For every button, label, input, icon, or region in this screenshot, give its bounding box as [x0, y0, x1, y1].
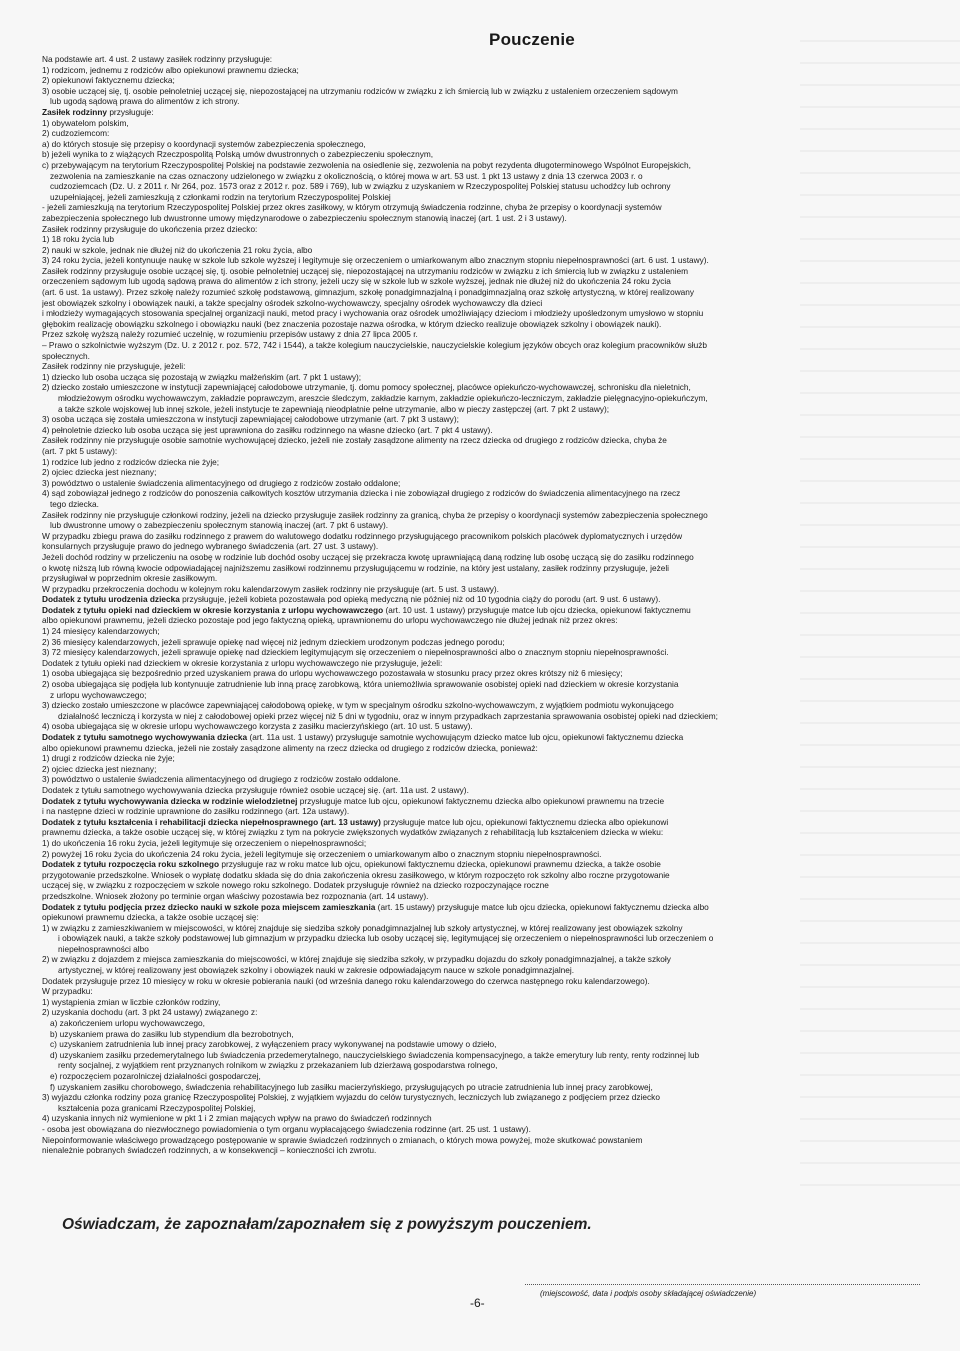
- text-line: a) do których stosuje się przepisy o koordynacji systemów zabezpieczenia społecznego,: [42, 138, 366, 149]
- instruction-body: [42, 30, 922, 1156]
- text-line: W przypadku przekroczenia dochodu w kolejnym roku kalendarzowym zasiłek rodzinny nie przysługuje (art. 5 ust. 3 ustawy).: [42, 583, 499, 594]
- bold-heading: Dodatek z tytułu podjęcia przez dziecko nauki w szkole poza miejscem zamieszkania: [42, 901, 376, 912]
- text-line: Dodatek z tytułu samotnego wychowywania dziecka przysługuje również osobie uczącej się. (art. 11a ust. 2 ustawy).: [42, 784, 469, 795]
- text-line: 1) w związku z zamieszkiwaniem w miejscowości, w której znajduje się siedziba szkoły ponadgimnazjalnej lub szkoły artystycznej, w której realizowany jest obowiązek szkolny: [42, 922, 683, 933]
- text-line: [42, 902, 922, 913]
- text-line: albo opiekunowi prawnemu dziecka, jeżeli nie zostały zasądzone alimenty na rzecz dziecka od drugiego z rodziców dziecka, ponieważ:: [42, 742, 538, 753]
- instruction-text: [42, 54, 922, 1156]
- text-line: c) przebywającym na terytorium Rzeczypospolitej Polskiej na podstawie zezwolenia na osiedlenie się, zezwolenia na pobyt rezydenta długoterminowego Wspólnot Europejskich,: [42, 159, 691, 170]
- page-title: Pouczenie: [489, 30, 575, 49]
- text-line: Zasiłek rodzinny przysługuje osobie uczącej się, tj. osobie pełnoletniej uczącej się, niepozostającej na utrzymaniu rodziców w związku z ich śmiercią lub w związku z ustaleniem: [42, 265, 689, 276]
- text-line: opiekunowi prawnemu dziecka, a także osobie uczącej się:: [42, 912, 259, 923]
- text-line: konsularnych przysługuje prawo do jednego wybranego świadczenia (art. 27 ust. 3 ustawy).: [42, 541, 379, 552]
- text-line: [42, 107, 922, 118]
- line-text: przysługuje matce lub ojcu, opiekunowi faktycznemu dziecka albo opiekunowi: [380, 816, 669, 827]
- text-line: Na podstawie art. 4 ust. 2 ustawy zasiłek rodzinny przysługuje:: [42, 54, 273, 64]
- text-line: b) uzyskaniem prawa do zasiłku lub stypendium dla bezrobotnych,: [50, 1028, 294, 1039]
- text-line: uzupełniającej, jeżeli zamieszkują z członkami rodzin na terytorium Rzeczypospolitej Polskiej: [50, 191, 391, 202]
- text-line: (art. 7 pkt 5 ustawy):: [42, 445, 118, 456]
- text-line: Dodatek przysługuje przez 10 miesięcy w roku w okresie pobierania nauki (od września danego roku kalendarzowego do czerwca następnego roku kalendarzowego).: [42, 975, 650, 986]
- text-line: 4) uzyskania innych niż wymienione w pkt 1 i 2 zmian mających wpływ na prawo do świadczeń rodzinnych: [42, 1113, 432, 1124]
- line-text: przysługuje, jeżeli kobieta pozostawała pod opieką medyczną nie później niż od 10 tygodnia ciąży do porodu (art. 9 ust. 6 ustawy).: [179, 594, 661, 605]
- text-line: Zasiłek rodzinny nie przysługuje, jeżeli:: [42, 361, 186, 372]
- text-line: 1) rodzice lub jedno z rodziców dziecka nie żyje;: [42, 456, 220, 467]
- text-line: 1) do ukończenia 16 roku życia, jeżeli legitymuje się orzeczeniem o niepełnosprawności;: [42, 837, 367, 848]
- text-line: Jeżeli dochód rodziny w przeliczeniu na osobę w rodzinie lub dochód osoby uczącej się przekracza kwotę uprawniającą daną rodzinę lub osobę uczącą się do zasiłku rodzinnego: [42, 551, 694, 562]
- text-line: lub ugodą sądową prawa do alimentów z ich strony.: [50, 96, 240, 107]
- text-line: zabezpieczenia społecznego lub dwustronne umowy międzynarodowe o zabezpieczeniu społecznym stanowią inaczej (art. 1 ust. 2 i 3 ustawy).: [42, 212, 567, 223]
- text-line: działalność leczniczą i korzysta w niej z całodobowej opieki przez więcej niż 5 dni w tygodniu, oraz w innym przypadkach zaprzestania sprawowania osobistej opieki nad dzieckiem;: [58, 710, 718, 721]
- text-line: 3) powództwo o ustalenie świadczenia alimentacyjnego od drugiego z rodziców zostało oddalone;: [42, 477, 401, 488]
- text-line: społecznych.: [42, 350, 90, 361]
- text-line: prawnemu dziecka, a także osobie uczącej się, w której związku z tym na pokrycie zwiększonych wydatków związanych z rehabilitacją lub kształceniem dziecka w wieku:: [42, 827, 664, 838]
- text-line: orzeczeniem sądowym lub ugodą sądową prawa do alimentów z ich strony, jeżeli uczy się w szkole lub w szkole wyższej, jednak nie dłużej niż do ukończenia 24 roku życia: [42, 276, 671, 287]
- line-text: (art. 11a ust. 1 ustawy) przysługuje samotnie wychowującym dziecko matce lub ojcu, opiekunowi faktycznemu dziecka: [247, 732, 684, 742]
- text-line: [42, 859, 922, 870]
- text-line: młodzieżowym ośrodku wychowawczym, zakładzie poprawczym, areszcie śledczym, zakładzie karnym, zakładzie opiekuńczo-leczniczym, zakładzie pielęgnacyjno-opiekuńczym,: [58, 393, 708, 403]
- text-line: 1) 24 miesięcy kalendarzowych;: [42, 626, 160, 637]
- text-line: przysługiwał w poprzednim okresie zasiłkowym.: [42, 573, 218, 584]
- text-line: o kwotę niższą lub równą kwocie odpowiadającej najniższemu zasiłkowi rodzinnemu przysługującemu w rodzinie, na który jest ustalany, zasiłek rodzinny przysługuje, jeżeli: [42, 562, 670, 573]
- signature-line[interactable]: [525, 1284, 920, 1285]
- text-line: 3) osoba ucząca się została umieszczona w instytucji zapewniającej całodobowe utrzymanie (art. 7 pkt 3 ustawy);: [42, 414, 459, 425]
- text-line: 1) 18 roku życia lub: [42, 234, 114, 245]
- text-line: 3) osobie uczącej się, tj. osobie pełnoletniej uczącej się, niepozostającej na utrzymaniu rodziców w związku z ich śmiercią lub w związku z ustaleniem orzeczeniem sądowym: [42, 85, 678, 96]
- page-number: -6-: [470, 1296, 485, 1310]
- text-line: 3) wyjazdu członka rodziny poza granicę Rzeczypospolitej Polskiej, z wyjątkiem wyjazdu do celów turystycznych, leczniczych lub związanego z podjęciem przez dziecko: [42, 1092, 660, 1103]
- text-line: Zasiłek rodzinny nie przysługuje osobie samotnie wychowującej dziecko, jeżeli nie zostały zasądzone alimenty na rzecz dziecka od drugiego z rodziców dziecka, chyba że: [42, 435, 667, 446]
- text-line: jest obowiązek szkolny i obowiązek nauki, a także specjalny ośrodek szkolno-wychowawczy, specjalny ośrodek wychowawczy dla dzieci: [42, 297, 543, 308]
- text-line: i na następne dzieci w rodzinie uprawnione do zasiłku rodzinnego (art. 12a ustawy).: [42, 806, 350, 817]
- text-line: tego dziecka.: [50, 498, 99, 509]
- bold-heading: Dodatek z tytułu opieki nad dzieckiem w okresie korzystania z urlopu wychowawczego: [42, 604, 384, 615]
- text-line: niepełnosprawności albo: [58, 943, 149, 954]
- text-line: 4) osoba ubiegająca się w okresie urlopu wychowawczego korzysta z zasiłku macierzyńskiego (art. 10 ust. 5 ustawy).: [42, 721, 473, 732]
- text-line: 2) powyżej 16 roku życia do ukończenia 24 roku życia, jeżeli legitymuje się orzeczeniem o umiarkowanym albo o znacznym stopniu niepełnosprawności.: [42, 848, 602, 859]
- text-line: Zasiłek rodzinny przysługuje do ukończenia przez dziecko:: [42, 223, 258, 234]
- bold-heading: Dodatek z tytułu samotnego wychowywania dziecka: [42, 732, 248, 742]
- text-line: 3) 72 miesięcy kalendarzowych, jeżeli sprawuje opiekę nad dzieckiem legitymującym się orzeczeniem o niepełnosprawności albo o znacznym stopniu niepełnosprawności.: [42, 647, 669, 658]
- text-line: [42, 817, 922, 828]
- text-line: uczącej się, w związku z rozpoczęciem w szkole nowego roku szkolnego. Dodatek przysługuje również na dziecko rozpoczynające roczne: [42, 880, 549, 891]
- text-line: kształcenia poza granicami Rzeczypospolitej Polskiej,: [58, 1102, 256, 1113]
- line-text: (art. 15 ustawy) przysługuje matce lub ojcu dziecka, opiekunowi faktycznemu dziecka albo: [375, 901, 709, 912]
- text-line: – Prawo o szkolnictwie wyższym (Dz. U. z 2012 r. poz. 572, 742 i 1544), a także kolegium nauczycielskie, nauczycielskie kolegium języków obcych oraz kolegium pracowników służb: [42, 340, 707, 351]
- text-line: 1) obywatelom polskim,: [42, 117, 129, 128]
- text-line: 2) 36 miesięcy kalendarzowych, jeżeli sprawuje opiekę nad więcej niż jednym dzieckiem urodzonym podczas jednego porodu;: [42, 636, 505, 647]
- text-line: Dodatek z tytułu opieki nad dzieckiem w okresie korzystania z urlopu wychowawczego nie przysługuje, jeżeli:: [42, 657, 443, 668]
- text-line: z urlopu wychowawczego;: [50, 689, 147, 700]
- text-line: 4) pełnoletnie dziecko lub osoba ucząca się jest uprawniona do zasiłku rodzinnego na własne dziecko (art. 7 pkt 4 ustawy).: [42, 424, 493, 435]
- text-line: 2) w związku z dojazdem z miejsca zamieszkania do miejscowości, w której znajduje się siedziba szkoły, w przypadku dojazdu do szkoły ponadgimnazjalnej, a także szkoły: [42, 954, 671, 965]
- text-line: 1) dziecko lub osoba ucząca się pozostają w związku małżeńskim (art. 7 pkt 1 ustawy);: [42, 371, 362, 382]
- text-line: [42, 605, 922, 616]
- text-line: Przez szkołę wyższą należy rozumieć uczelnię, w rozumieniu przepisów ustawy z dnia 27 lipca 2005 r.: [42, 329, 418, 340]
- text-line: przygotowanie przedszkolne. Wniosek o wypłatę dodatku składa się do dnia zakończenia okresu zasiłkowego, w którym rozpoczęto rok szkolny albo roczne przygotowanie: [42, 869, 670, 880]
- text-line: [42, 796, 922, 807]
- text-line: [42, 594, 922, 605]
- text-line: 2) nauki w szkole, jednak nie dłużej niż do ukończenia 21 roku życia, albo: [42, 244, 313, 255]
- line-text: przysługuje raz w roku matce lub ojcu, opiekunowi faktycznemu dziecka, opiekunowi prawnemu dziecka, a także osobie: [219, 859, 661, 870]
- text-line: renty socjalnej, z wyjątkiem rent przyznanych rolnikom w związku z przekazaniem lub dzierżawą gospodarstwa rolnego,: [58, 1060, 498, 1071]
- text-line: i obowiązek nauki, a także szkoły podstawowej lub gimnazjum w przypadku dziecka lub osoby uczącej się, legitymującej się orzeczeniem o niepełnosprawności lub orzeczeniem o: [58, 933, 714, 944]
- text-line: 1) osoba ubiegająca się bezpośrednio przed uzyskaniem prawa do urlopu wychowawczego pozostawała w stosunku pracy przez okres krótszy niż 6 miesięcy;: [42, 668, 623, 679]
- text-line: Zasiłek rodzinny nie przysługuje członkowi rodziny, jeżeli na dziecko przysługuje zasiłek rodzinny za granicą, chyba że przepisy o koordynacji systemów zabezpieczenia społecznego: [42, 509, 708, 520]
- text-line: 1) wystąpienia zmian w liczbie członków rodziny,: [42, 996, 221, 1007]
- text-line: 2) ojciec dziecka jest nieznany;: [42, 763, 157, 774]
- text-line: c) uzyskaniem zatrudnienia lub innej pracy zarobkowej, z wyłączeniem pracy wykonywanej na podstawie umowy o dzieło,: [50, 1039, 497, 1050]
- text-line: f) uzyskaniem zasiłku chorobowego, świadczenia rehabilitacyjnego lub zasiłku macierzyńskiego, przysługujących po utracie zatrudnienia lub innej pracy zarobkowej,: [50, 1081, 653, 1092]
- text-line: [42, 732, 922, 743]
- text-line: Niepoinformowanie właściwego prowadzącego postępowanie w sprawie świadczeń rodzinnych o zmianach, o których mowa powyżej, może skutkować powstaniem: [42, 1134, 643, 1145]
- text-line: 2) opiekunowi faktycznemu dziecka;: [42, 75, 175, 86]
- text-line: nienależnie pobranych świadczeń rodzinnych, a w konsekwencji – konieczności ich zwrotu.: [42, 1145, 377, 1156]
- text-line: a) zakończeniem urlopu wychowawczego,: [50, 1018, 205, 1029]
- text-line: zezwolenia na zamieszkanie na czas oznaczony udzielonego w związku z okolicznością, o której mowa w art. 53 ust. 1 pkt 13 ustawy z dnia 13 czerwca 2003 r. o: [50, 170, 643, 181]
- text-line: albo opiekunowi prawnemu, jeżeli dziecko pozostaje pod jego faktyczną opieką, uprawnionemu do urlopu wychowawczego nie dłużej jednak niż przez okres:: [42, 615, 618, 626]
- text-line: 1) rodzicom, jednemu z rodziców albo opiekunowi prawnemu dziecka;: [42, 64, 299, 75]
- line-text: (art. 10 ust. 1 ustawy) przysługuje matce lub ojcu dziecka, opiekunowi faktycznemu: [383, 604, 691, 615]
- text-line: (art. 6 ust. 1a ustawy). Przez szkołę należy rozumieć szkołę podstawową, gimnazjum, szkołę ponadgimnazjalną i ponadgimnazjalną oraz szkołę artystyczną, w której realizowany: [42, 287, 695, 298]
- text-line: przedszkolne. Wniosek złożony po terminie organ właściwy pozostawia bez rozpoznania (art. 14 ustawy).: [42, 890, 429, 901]
- text-line: i młodzieży wymagających stosowania specjalnej organizacji nauki, metod pracy i wychowania oraz ośrodek umożliwiający dzieciom i młodzieży upośledzonym umysłowo w stopniu: [42, 308, 704, 319]
- text-line: 4) sąd zobowiązał jednego z rodziców do ponoszenia całkowitych kosztów utrzymania dziecka i nie zobowiązał drugiego z rodziców do świadczenia alimentacyjnego na rzecz: [42, 488, 681, 499]
- text-line: 2) cudzoziemcom:: [42, 128, 110, 139]
- text-line: d) uzyskaniem zasiłku przedemerytalnego lub świadczenia przedemerytalnego, nauczycielskiego świadczenia kompensacyjnego, a także emerytury lub renty, renty rodzinnej lub: [50, 1049, 700, 1060]
- text-line: 3) dziecko zostało umieszczone w placówce zapewniającej całodobową opiekę, w tym w specjalnym ośrodku szkolno-wychowawczym, z wyjątkiem podmiotu wykonującego: [42, 700, 674, 711]
- text-line: głębokim realizację obowiązku szkolnego i obowiązku nauki (bez znaczenia pozostaje nazwa ośrodka, w którym dziecko realizuje obowiązek szkolny i obowiązek nauki).: [42, 318, 662, 329]
- text-line: e) rozpoczęciem pozarolniczej działalności gospodarczej,: [50, 1071, 261, 1081]
- text-line: lub dwustronne umowy o zabezpieczeniu społecznym stanowią inaczej (art. 7 pkt 6 ustawy).: [50, 520, 389, 531]
- text-line: 3) 24 roku życia, jeżeli kontynuuje naukę w szkole lub szkole wyższej i legitymuje się orzeczeniem o umiarkowanym albo znacznym stopniu niepełnosprawności (art. 6 ust. 1 ustawy).: [42, 255, 709, 266]
- line-text: przysługuje matce lub ojcu, opiekunowi faktycznemu dziecka albo opiekunowi prawnemu na trzecie: [297, 795, 665, 806]
- text-line: 2) ojciec dziecka jest nieznany;: [42, 467, 157, 478]
- bold-heading: Dodatek z tytułu urodzenia dziecka: [42, 594, 180, 605]
- text-line: artystycznej, w której realizowany jest obowiązek szkolny i obowiązek nauki w zakresie odpowiadającym nauce w szkole ponadgimnazjalnej.: [58, 965, 575, 976]
- line-text: przysługuje:: [107, 106, 154, 117]
- text-line: 2) dziecko zostało umieszczone w instytucji zapewniającej całodobowe utrzymanie, tj. domu pomocy społecznej, placówce opiekuńczo-wychowawczej, schronisku dla nieletnich,: [42, 382, 691, 393]
- text-line: 1) drugi z rodziców dziecka nie żyje;: [42, 753, 175, 764]
- text-line: 2) uzyskania dochodu (art. 3 pkt 24 ustawy) związanego z:: [42, 1007, 258, 1018]
- text-line: W przypadku:: [42, 986, 93, 997]
- signature-caption: (miejscowość, data i podpis osoby składającej oświadczenie): [540, 1289, 757, 1298]
- bold-heading: Dodatek z tytułu wychowywania dziecka w rodzinie wielodzietnej: [42, 795, 298, 806]
- bold-heading: Zasiłek rodzinny: [42, 106, 108, 117]
- bold-heading: Dodatek z tytułu kształcenia i rehabilitacji dziecka niepełnosprawnego (art. 13 ustawy): [42, 816, 381, 827]
- text-line: W przypadku zbiegu prawa do zasiłku rodzinnego z prawem do walutowego dodatku rodzinnego przysługującego pracownikom polskich placówek dyplomatycznych i urzędów: [42, 530, 683, 541]
- text-line: cudzoziemcach (Dz. U. z 2011 r. Nr 264, poz. 1573 oraz z 2012 r. poz. 589 i 769), lub w związku z uzyskaniem w Rzeczypospolitej Polskiej statusu uchodźcy lub ochrony: [50, 181, 671, 192]
- text-line: 2) osoba ubiegająca się podjęła lub kontynuuje zatrudnienie lub inną pracę zarobkową, która uniemożliwia sprawowanie osobistej opieki nad dzieckiem w okresie korzystania: [42, 679, 679, 690]
- text-line: a także szkole wojskowej lub innej szkole, jeżeli instytucje te zapewniają nieodpłatnie pełne utrzymanie, albo w pieczy zastępczej (art. 7 pkt 2 ustawy);: [58, 403, 610, 414]
- declaration-statement: Oświadczam, że zapoznałam/zapoznałem się z powyższym pouczeniem.: [62, 1216, 592, 1233]
- bold-heading: Dodatek z tytułu rozpoczęcia roku szkolnego: [42, 859, 220, 870]
- text-line: - jeżeli zamieszkują na terytorium Rzeczypospolitej Polskiej przez okres zasiłkowy, w którym otrzymują świadczenia rodzinne, chyba że przepisy o koordynacji systemów: [42, 202, 662, 213]
- text-line: 3) powództwo o ustalenie świadczenia alimentacyjnego od drugiego z rodziców zostało oddalone.: [42, 774, 401, 785]
- text-line: b) jeżeli wynika to z wiążących Rzeczpospolitą Polską umów dwustronnych o zabezpieczeniu społecznym,: [42, 149, 434, 160]
- text-line: - osoba jest obowiązana do niezwłocznego powiadomienia o tym organu wypłacającego świadczenia rodzinne (art. 25 ust. 1 ustawy).: [42, 1123, 531, 1134]
